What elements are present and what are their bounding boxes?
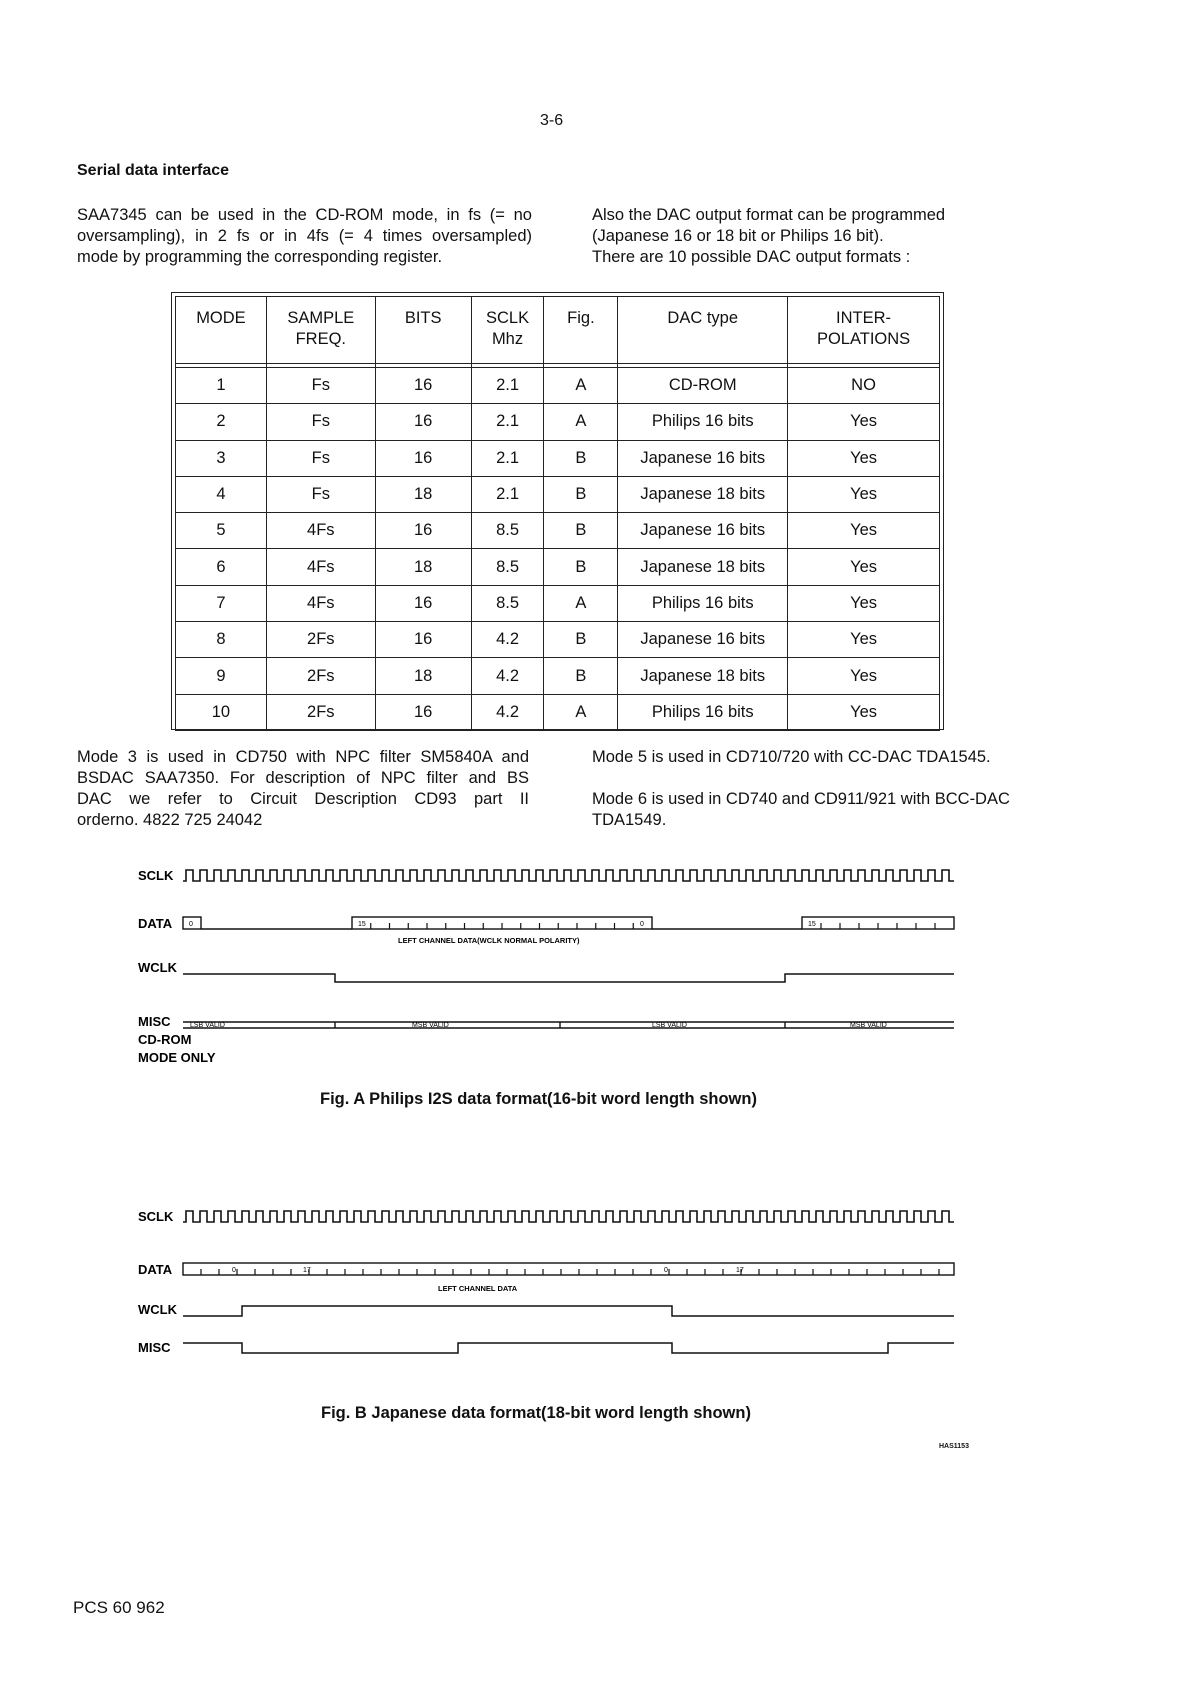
- table-cell: Philips 16 bits: [618, 585, 788, 621]
- table-row: [176, 658, 940, 694]
- intro-right-paragraph: [592, 205, 1022, 268]
- section-heading: Serial data interface: [77, 162, 230, 179]
- table-cell: 16: [375, 513, 471, 549]
- table-header-text: Mhz: [491, 330, 524, 348]
- figa-sclk-waveform: [183, 870, 954, 881]
- figure-b-caption: Fig. B Japanese data format(18-bit word length shown): [321, 1404, 751, 1422]
- table-cell: 4.2: [471, 694, 544, 730]
- figa-data-label: DATA: [138, 916, 173, 931]
- table-cell: 18: [375, 549, 471, 585]
- table-cell: Fs: [266, 404, 375, 440]
- figure-a-timing-diagram: [0, 850, 1191, 1090]
- intro-right-line: There are 10 possible DAC output formats :: [592, 248, 911, 266]
- table-cell: NO: [788, 368, 940, 404]
- intro-left-paragraph: [77, 205, 532, 268]
- figb-misc-waveform: [183, 1343, 954, 1353]
- figa-misc-sub-label: MODE ONLY: [138, 1050, 216, 1065]
- table-cell: 8.5: [471, 585, 544, 621]
- notes-left-line: DAC we refer to Circuit Description CD93 part II: [77, 790, 529, 808]
- table-cell: 4: [176, 476, 267, 512]
- figa-data-bit: 15: [808, 921, 816, 928]
- table-cell: Fs: [266, 440, 375, 476]
- table-cell: Yes: [788, 404, 940, 440]
- table-cell: Japanese 18 bits: [618, 476, 788, 512]
- dac-mode-table: [175, 296, 940, 731]
- intro-left-line: oversampling), in 2 fs or in 4fs (= 4 times oversampled): [77, 227, 532, 245]
- table-header-cell: [618, 297, 788, 364]
- table-cell: B: [544, 549, 618, 585]
- figb-misc-label: MISC: [138, 1340, 171, 1355]
- table-cell: 4Fs: [266, 585, 375, 621]
- figb-data-label: DATA: [138, 1262, 173, 1277]
- table-cell: 16: [375, 622, 471, 658]
- table-cell: Yes: [788, 694, 940, 730]
- table-header-text: SAMPLE: [287, 309, 355, 327]
- table-cell: 2.1: [471, 368, 544, 404]
- table-cell: Yes: [788, 476, 940, 512]
- table-cell: 8.5: [471, 513, 544, 549]
- table-cell: 16: [375, 694, 471, 730]
- intro-right-line: Also the DAC output format can be programmed: [592, 206, 946, 224]
- table-cell: Philips 16 bits: [618, 694, 788, 730]
- table-row: [176, 549, 940, 585]
- table-header-cell: [375, 297, 471, 364]
- table-cell: 2.1: [471, 404, 544, 440]
- figa-misc-field-label: MSB VALID: [850, 1022, 887, 1029]
- table-header-cell: [266, 297, 375, 364]
- figa-misc-label: MISC: [138, 1014, 171, 1029]
- table-header-cell: [471, 297, 544, 364]
- figa-misc-sub-label: CD-ROM: [138, 1032, 192, 1047]
- figa-misc-field-label: MSB VALID: [412, 1022, 449, 1029]
- table-cell: Yes: [788, 622, 940, 658]
- table-cell: Yes: [788, 585, 940, 621]
- table-cell: B: [544, 658, 618, 694]
- notes-left-line: BSDAC SAA7350. For description of NPC filter and BS: [77, 769, 529, 787]
- table-cell: Philips 16 bits: [618, 404, 788, 440]
- table-cell: 2Fs: [266, 622, 375, 658]
- table-header-cell: [544, 297, 618, 364]
- table-cell: 2Fs: [266, 658, 375, 694]
- table-header-text: FREQ.: [295, 330, 347, 348]
- figb-data-annotation: LEFT CHANNEL DATA: [438, 1284, 518, 1293]
- table-cell: A: [544, 585, 618, 621]
- intro-left-line: SAA7345 can be used in the CD-ROM mode, in fs (= no: [77, 206, 532, 224]
- figb-data-waveform: [183, 1263, 954, 1275]
- table-cell: 6: [176, 549, 267, 585]
- table-cell: 2.1: [471, 440, 544, 476]
- table-row: [176, 585, 940, 621]
- table-cell: 4Fs: [266, 513, 375, 549]
- table-cell: Yes: [788, 513, 940, 549]
- table-cell: 2Fs: [266, 694, 375, 730]
- table-cell: Japanese 16 bits: [618, 513, 788, 549]
- figb-sclk-label: SCLK: [138, 1209, 174, 1224]
- table-header-text: DAC type: [667, 309, 739, 327]
- table-cell: Yes: [788, 549, 940, 585]
- table-row: [176, 622, 940, 658]
- table-cell: 18: [375, 476, 471, 512]
- notes-left-paragraph: [77, 747, 529, 831]
- figb-sclk-waveform: [183, 1211, 954, 1222]
- figb-data-bit: 17: [736, 1267, 744, 1274]
- table-cell: 4.2: [471, 622, 544, 658]
- intro-left-line: mode by programming the corresponding register.: [77, 248, 443, 266]
- page-number: 3-6: [540, 112, 564, 129]
- table-cell: 10: [176, 694, 267, 730]
- table-header-text: BITS: [404, 309, 442, 327]
- figure-a-caption: Fig. A Philips I2S data format(16-bit word length shown): [320, 1090, 757, 1108]
- table-header-text: Fig.: [567, 309, 595, 327]
- figa-misc-field-label: LSB VALID: [652, 1022, 687, 1029]
- table-cell: Yes: [788, 658, 940, 694]
- table-cell: 4Fs: [266, 549, 375, 585]
- table-row: [176, 368, 940, 404]
- table-cell: 7: [176, 585, 267, 621]
- table-cell: 5: [176, 513, 267, 549]
- table-cell: B: [544, 440, 618, 476]
- table-row: [176, 404, 940, 440]
- table-cell: 16: [375, 585, 471, 621]
- table-cell: Japanese 18 bits: [618, 658, 788, 694]
- footer-document-id: PCS 60 962: [73, 1598, 165, 1617]
- table-row: [176, 440, 940, 476]
- table-cell: B: [544, 513, 618, 549]
- figa-data-bit: 0: [640, 921, 644, 928]
- table-cell: Japanese 16 bits: [618, 440, 788, 476]
- figa-data-bit: 15: [358, 921, 366, 928]
- figb-wclk-label: WCLK: [138, 1302, 177, 1317]
- table-header-text: MODE: [196, 309, 246, 327]
- table-cell: Japanese 18 bits: [618, 549, 788, 585]
- table-header-text: INTER-: [836, 309, 892, 327]
- table-cell: Japanese 16 bits: [618, 622, 788, 658]
- table-cell: A: [544, 404, 618, 440]
- table-cell: 3: [176, 440, 267, 476]
- table-cell: Yes: [788, 440, 940, 476]
- table-header-text: SCLK: [485, 309, 530, 327]
- figa-data-waveform: [183, 917, 954, 929]
- figb-wclk-waveform: [183, 1306, 954, 1316]
- table-cell: Fs: [266, 476, 375, 512]
- figa-data-bit: 0: [189, 921, 193, 928]
- figa-wclk-label: WCLK: [138, 960, 177, 975]
- figa-data-annotation: LEFT CHANNEL DATA(WCLK NORMAL POLARITY): [398, 936, 580, 945]
- table-cell: B: [544, 622, 618, 658]
- mode6-note-line1: Mode 6 is used in CD740 and CD911/921 with BCC-DAC: [592, 790, 1010, 808]
- notes-left-line: orderno. 4822 725 24042: [77, 811, 263, 829]
- table-cell: A: [544, 694, 618, 730]
- table-row: [176, 476, 940, 512]
- table-cell: 8: [176, 622, 267, 658]
- mode6-note-line2: TDA1549.: [592, 811, 667, 829]
- table-cell: 1: [176, 368, 267, 404]
- intro-right-line: (Japanese 16 or 18 bit or Philips 16 bit).: [592, 227, 884, 245]
- figa-sclk-label: SCLK: [138, 868, 174, 883]
- table-cell: 2: [176, 404, 267, 440]
- table-row: [176, 694, 940, 730]
- figa-misc-waveform: [183, 1022, 954, 1029]
- table-header-cell: [176, 297, 267, 364]
- table-row: [176, 513, 940, 549]
- notes-left-line: Mode 3 is used in CD750 with NPC filter SM5840A and: [77, 748, 529, 766]
- figb-data-bit: 17: [303, 1267, 311, 1274]
- table-cell: A: [544, 368, 618, 404]
- table-cell: Fs: [266, 368, 375, 404]
- table-cell: 2.1: [471, 476, 544, 512]
- figa-wclk-waveform: [183, 974, 954, 982]
- table-cell: 9: [176, 658, 267, 694]
- table-header-row: [176, 297, 940, 364]
- figb-data-bit: 0: [664, 1267, 668, 1274]
- figb-data-bit: 0: [232, 1267, 236, 1274]
- table-cell: 16: [375, 440, 471, 476]
- table-cell: B: [544, 476, 618, 512]
- reference-code: HAS1153: [939, 1443, 969, 1450]
- figa-misc-field-label: LSB VALID: [190, 1022, 225, 1029]
- mode-table-frame: [171, 292, 944, 730]
- figure-b-timing-diagram: [0, 1190, 1191, 1370]
- table-cell: 18: [375, 658, 471, 694]
- table-cell: 8.5: [471, 549, 544, 585]
- table-cell: 16: [375, 404, 471, 440]
- notes-right-paragraph: [592, 747, 1052, 831]
- table-header-text: POLATIONS: [816, 330, 911, 348]
- table-header-cell: [788, 297, 940, 364]
- table-cell: 4.2: [471, 658, 544, 694]
- table-cell: CD-ROM: [618, 368, 788, 404]
- table-cell: 16: [375, 368, 471, 404]
- mode5-note: Mode 5 is used in CD710/720 with CC-DAC TDA1545.: [592, 748, 991, 766]
